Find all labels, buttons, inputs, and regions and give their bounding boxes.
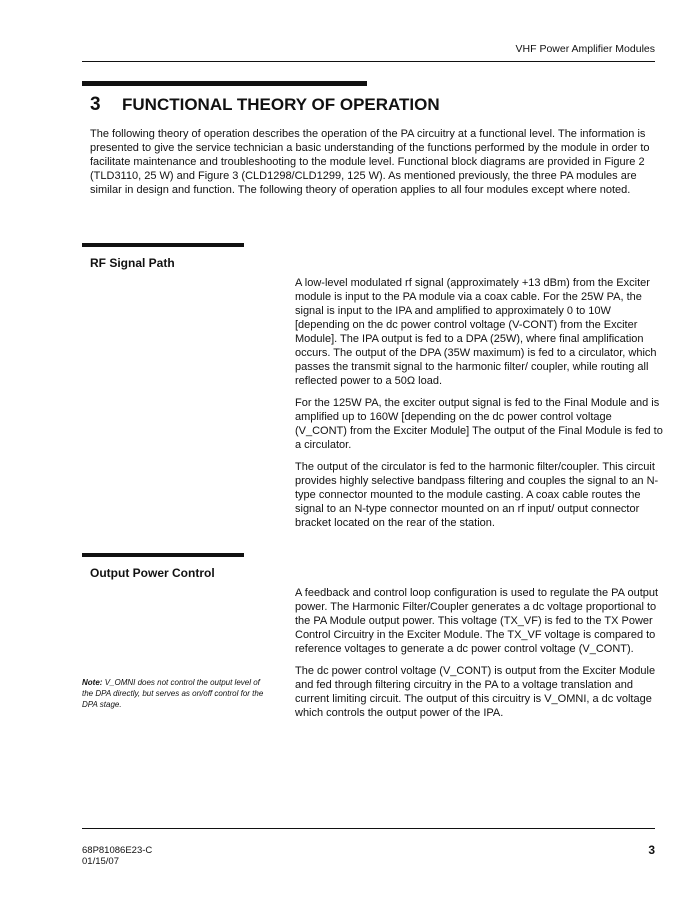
header-rule [82,61,655,62]
chapter-title-bar [82,81,367,86]
chapter-heading [90,94,440,116]
paragraph: The dc power control voltage (V_CONT) is output from the Exciter Module and fed through filtering circuitry in the PA to a voltage translation and current limiting circuit. The output of this circuitry is V_OMNI, a dc voltage which controls the output power of the IPA. [295,665,656,719]
section-title-output-power-control: Output Power Control [90,566,215,580]
paragraph: For the 125W PA, the exciter output signal is fed to the Final Module and is amplified up to 160W [depending on the dc power control voltage (V_CONT) from the Exciter Module] The output of the Final Module is fed to a circulator. [295,397,663,451]
section-bar-rf-signal-path [82,243,244,247]
section-body-output-power-control [295,586,665,728]
paragraph: A low-level modulated rf signal (approximately +13 dBm) from the Exciter module is input to the PA module via a coax cable. For the 25W PA, the signal is input to the IPA and amplified to approximately 0 to 10W [depending on the dc power control voltage (V-CONT) from the Exciter Module]. The IPA output is fed to a DPA (25W), where final amplification occurs. The output of the DPA (35W maximum) is fed to a circulator, which passes the transmit signal to the harmonic filter/ coupler, while routing all reflected power to a 50Ω load. [295,277,657,387]
doc-number: 68P81086E23-C [82,845,153,856]
section-title-rf-signal-path: RF Signal Path [90,256,175,270]
section-bar-output-power-control [82,553,244,557]
chapter-intro: The following theory of operation describes the operation of the PA circuitry at a functional level. The information is presented to give the service technician a basic understanding of the functions performed by the module in order to facilitate maintenance and troubleshooting to the module level. Functional block diagrams are provided in Figure 2 (TLD3110, 25 W) and Figure 3 (CLD1298/CLD1299, 125 W). As mentioned previously, the three PA modules are similar in design and function. The following theory of operation applies to all four modules except where noted. [90,128,650,196]
section-body-rf-signal-path [295,276,665,538]
page-number: 3 [648,843,655,857]
running-header: VHF Power Amplifier Modules [515,43,655,55]
doc-date: 01/15/07 [82,856,119,867]
note-label: Note: [82,678,103,687]
side-note [82,677,267,710]
chapter-title: FUNCTIONAL THEORY OF OPERATION [122,95,440,114]
footer-doc-info [82,845,152,867]
paragraph: A feedback and control loop configuration is used to regulate the PA output power. The Harmonic Filter/Coupler generates a dc voltage proportional to the PA Module output power. This voltage (TX_VF) is fed to the TX Power Control Circuitry in the Exciter Module. The TX_VF voltage is compared to reference voltages to generate a dc power control voltage (V_CONT). [295,587,659,655]
chapter-number: 3 [90,94,101,115]
note-text: V_OMNI does not control the output level of the DPA directly, but serves as on/off control for the DPA stage. [82,678,264,709]
paragraph: The output of the circulator is fed to the harmonic filter/coupler. This circuit provides highly selective bandpass filtering and couples the signal to an N-type connector mounted to the module casting. A coax cable routes the signal to an N-type connector mounted on an rf input/ output connector bracket located on the rear of the station. [295,461,659,529]
footer-rule [82,828,655,829]
